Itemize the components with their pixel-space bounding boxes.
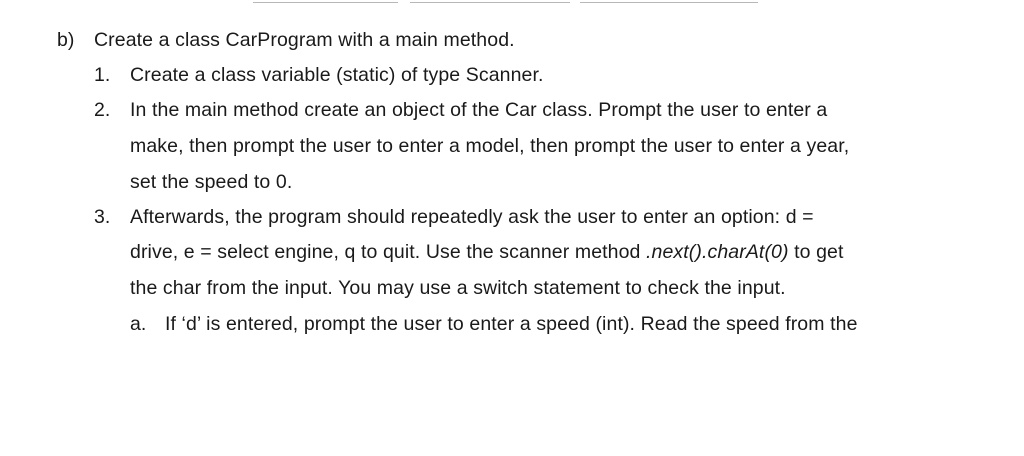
item-1-marker: 1. [94, 64, 111, 86]
item-3-line-3: the char from the input. You may use a switch statement to check the input. [130, 277, 786, 299]
table-border-3 [580, 0, 758, 3]
item-2-line-2: make, then prompt the user to enter a model, then prompt the user to enter a year, [130, 135, 850, 157]
item-3-line-2-end: to get [788, 241, 844, 263]
item-3-marker: 3. [94, 206, 111, 228]
subitem-marker: a. [130, 313, 147, 335]
section-marker: b) [57, 29, 75, 51]
item-3-line-2 [130, 240, 844, 264]
table-border-1 [253, 0, 398, 3]
item-2-line-3: set the speed to 0. [130, 171, 293, 193]
item-1-text: Create a class variable (static) of type Scanner. [130, 64, 544, 86]
subitem-text: If ‘d’ is entered, prompt the user to enter a speed (int). Read the speed from the [165, 313, 858, 335]
section-heading: Create a class CarProgram with a main method. [94, 29, 515, 51]
item-3-line-1: Afterwards, the program should repeatedly ask the user to enter an option: d = [130, 206, 814, 228]
table-border-2 [410, 0, 570, 3]
item-2-marker: 2. [94, 99, 111, 121]
item-3-line-2-start: drive, e = select engine, q to quit. Use the scanner method [130, 241, 647, 263]
top-table-borders [0, 0, 1024, 4]
item-2-line-1: In the main method create an object of the Car class. Prompt the user to enter a [130, 99, 828, 121]
code-snippet: .next().charAt(0) [646, 241, 789, 263]
